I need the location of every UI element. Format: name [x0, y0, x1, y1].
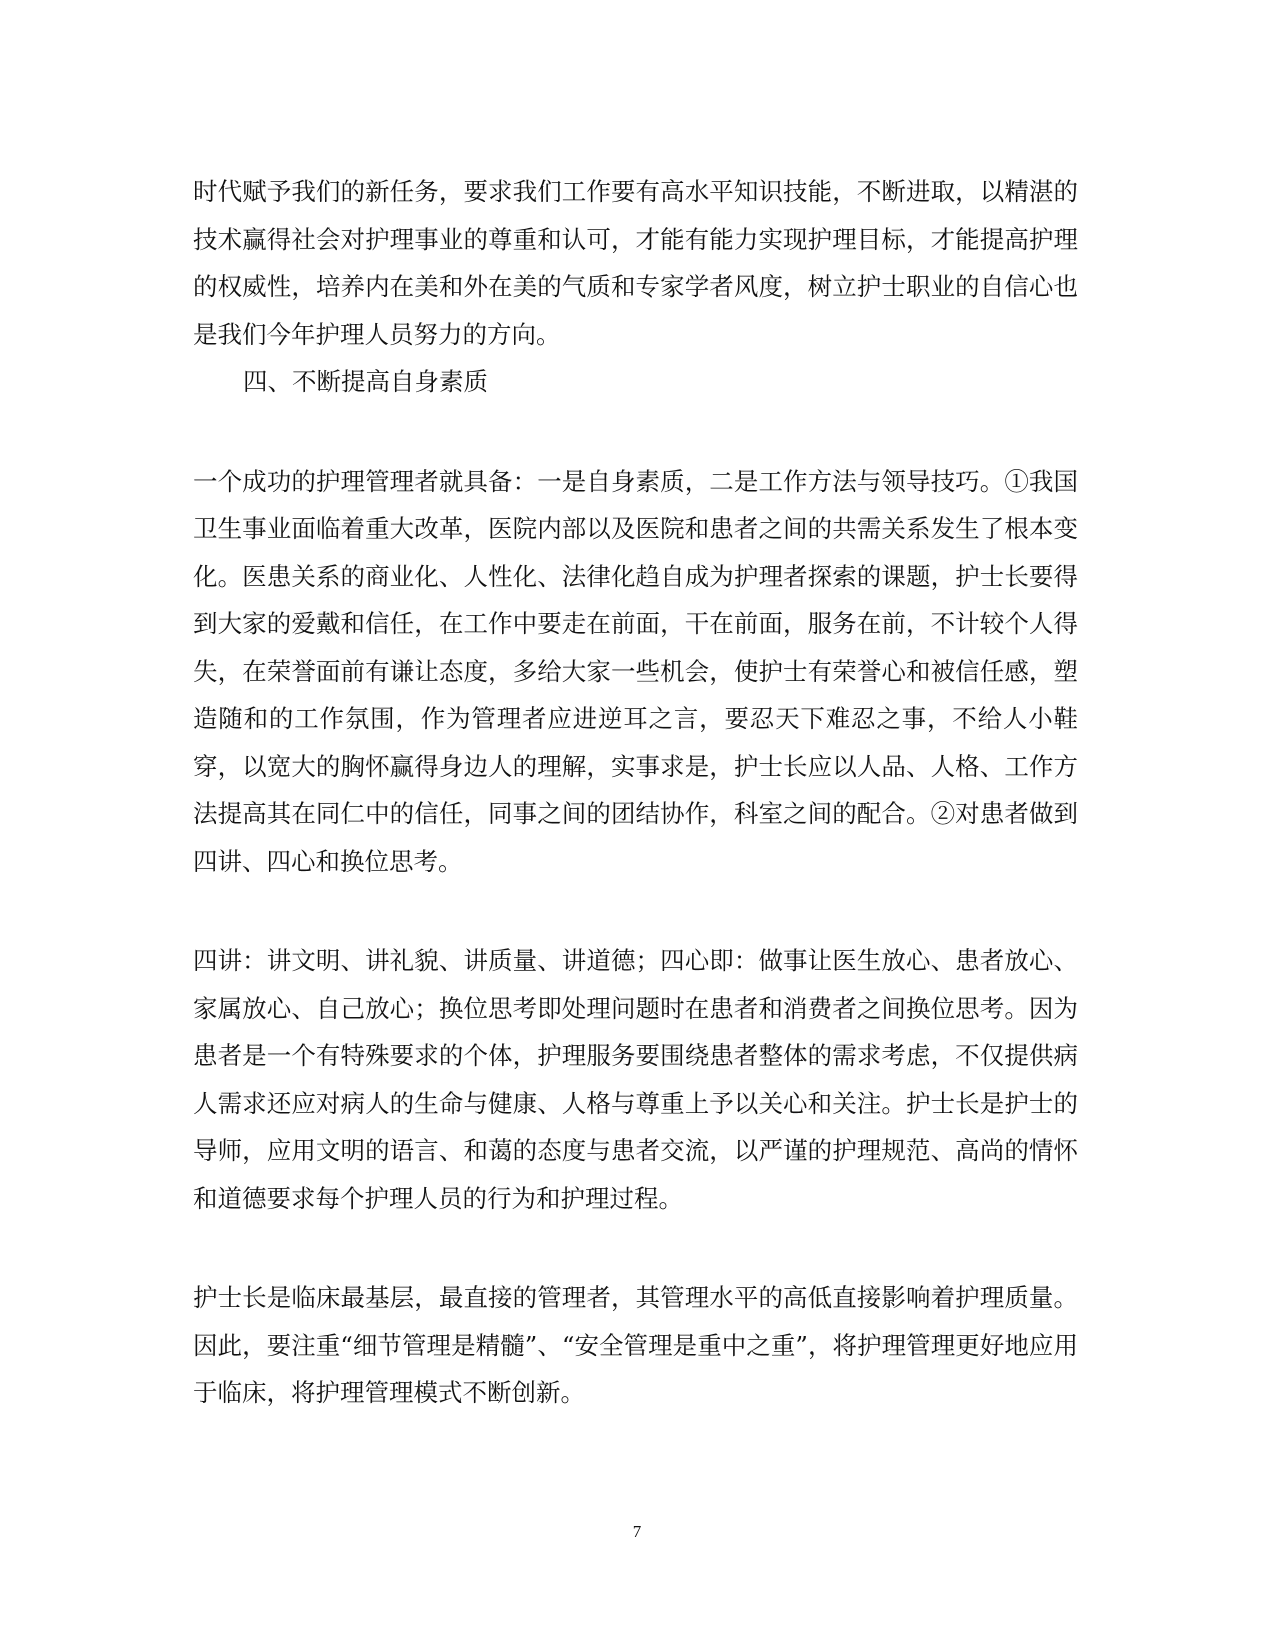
paragraph-new-tasks: 时代赋予我们的新任务，要求我们工作要有高水平知识技能，不断进取，以精湛的技术赢得社会对护理事业的尊重和认可，才能有能力实现护理目标，才能提高护理的权威性，培养内在美和外在美的气质和专家学者风度，树立护士职业的自信心也是我们今年护理人员努力的方向。: [193, 177, 1078, 349]
spacer: [193, 1222, 1078, 1274]
spacer: [193, 885, 1078, 937]
page-body: [193, 168, 1078, 1417]
section-heading: 四、不断提高自身素质: [243, 367, 488, 396]
page-number: 7: [632, 1522, 642, 1541]
paragraph-successful-manager: 一个成功的护理管理者就具备：一是自身素质，二是工作方法与领导技巧。①我国卫生事业面临着重大改革，医院内部以及医院和患者之间的共需关系发生了根本变化。医患关系的商业化、人性化、法律化趋自成为护理者探索的课题，护士长要得到大家的爱戴和信任，在工作中要走在前面，干在前面，服务在前，不计较个人得失，在荣誉面前有谦让态度，多给大家一些机会，使护士有荣誉心和被信任感，塑造随和的工作氛围，作为管理者应进逆耳之言，要忍天下难忍之事，不给人小鞋穿，以宽大的胸怀赢得身边人的理解，实事求是，护士长应以人品、人格、工作方法提高其在同仁中的信任，同事之间的团结协作，科室之间的配合。②对患者做到四讲、四心和换位思考。: [193, 466, 1078, 876]
paragraph-four-talks: 四讲：讲文明、讲礼貌、讲质量、讲道德；四心即：做事让医生放心、患者放心、家属放心、自己放心；换位思考即处理问题时在患者和消费者之间换位思考。因为患者是一个有特殊要求的个体，护理服务要围绕患者整体的需求考虑，不仅提供病人需求还应对病人的生命与健康、人格与尊重上予以关心和关注。护士长是护士的导师，应用文明的语言、和蔼的态度与患者交流，以严谨的护理规范、高尚的情怀和道德要求每个护理人员的行为和护理过程。: [193, 946, 1078, 1213]
paragraph-head-nurse: 护士长是临床最基层，最直接的管理者，其管理水平的高低直接影响着护理质量。因此，要注重“细节管理是精髓”、“安全管理是重中之重”，将护理管理更好地应用于临床，将护理管理模式不断创新。: [193, 1283, 1078, 1407]
spacer: [193, 406, 1078, 458]
